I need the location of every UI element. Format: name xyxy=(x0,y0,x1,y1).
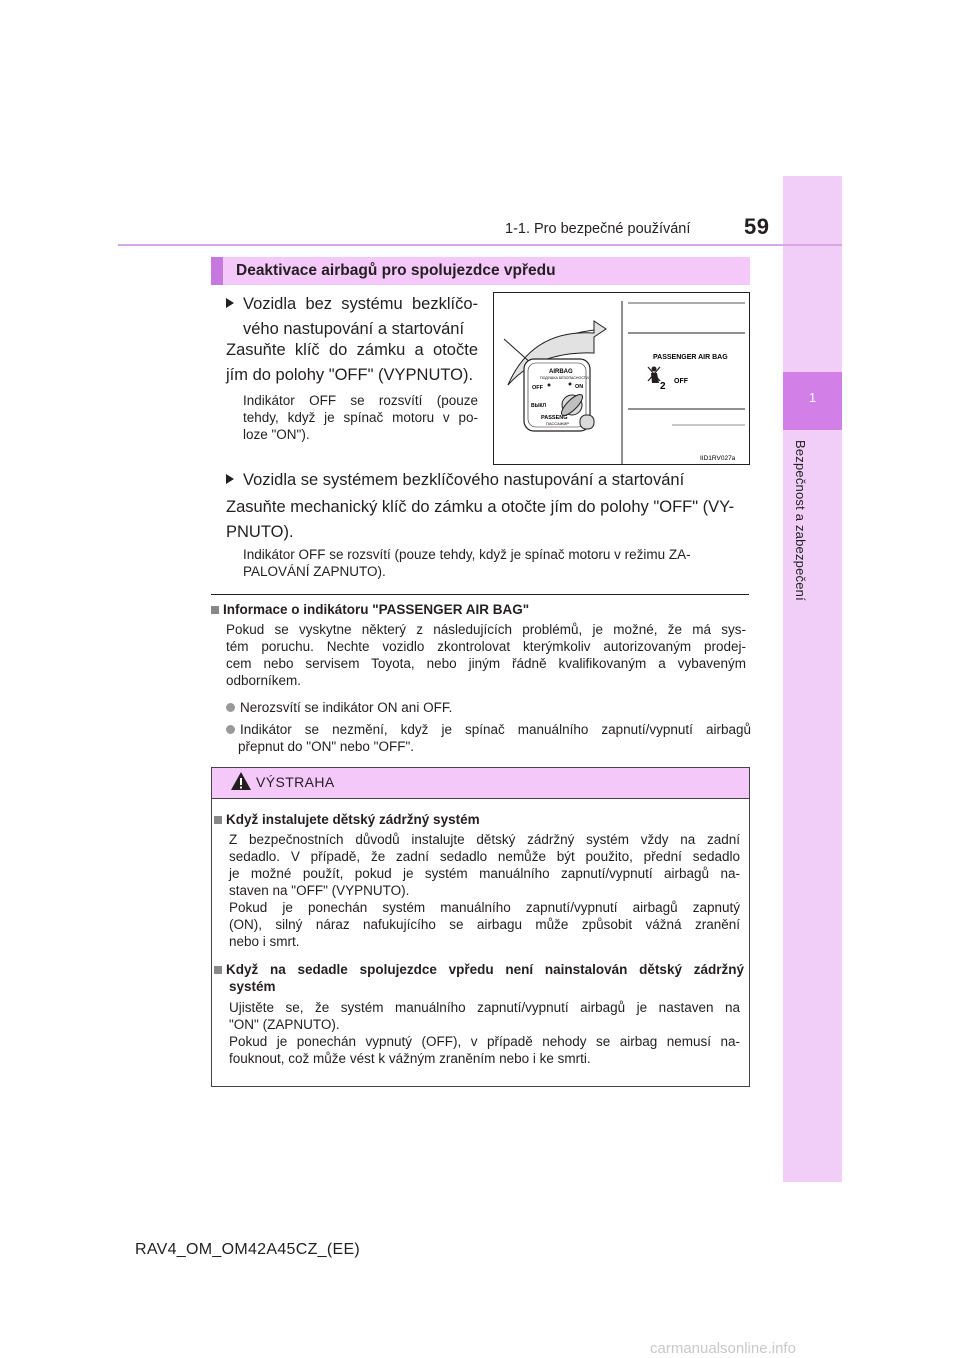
info-bullet-2 xyxy=(226,721,751,755)
item2-note xyxy=(243,546,751,580)
side-tab xyxy=(783,176,842,1182)
switch-on-label: ON xyxy=(575,384,584,390)
switch-off-label: OFF xyxy=(532,385,543,391)
warning-section2-title-line1: Když na sedadle spolujezdce vpředu není nainstalován dětský zádržný xyxy=(226,962,744,977)
indicator-seat-number: 2 xyxy=(660,381,666,392)
info-paragraph xyxy=(226,621,746,689)
warning-title: VÝSTRAHA xyxy=(256,774,335,790)
section-title: 1-1. Pro bezpečné používání xyxy=(505,221,691,237)
passenger-airbag-icon xyxy=(648,367,666,393)
info-line: cem nebo servisem Toyota, nebo jiným řádně kvalifikovaným a vybaveným xyxy=(226,656,746,671)
watermark: carmanualsonline.info xyxy=(650,1340,796,1357)
section-heading-bar xyxy=(211,257,750,285)
item1-instruction-line1: Zasuňte klíč do zámku a otočte xyxy=(226,341,478,359)
item2-title-text: Vozidla se systémem bezklíčového nastupování a startování xyxy=(243,471,685,489)
section-heading: Deaktivace airbagů pro spolujezdce vpředu xyxy=(236,262,556,279)
item1-title-line1: Vozidla bez systému bezklíčo- xyxy=(243,295,478,313)
warning-line: Ujistěte se, že systém manuálního zapnutí/vypnutí airbagů je nastaven na xyxy=(229,1000,740,1015)
warning-line: sedadlo. V případě, že zadní sedadlo nemůže být použito, přední sedadlo xyxy=(229,849,740,864)
info-line: Pokud se vyskytne některý z následujících problémů, je možné, že má sys- xyxy=(226,622,746,637)
info-title-text: Informace o indikátoru "PASSENGER AIR BAG" xyxy=(223,602,530,617)
item2-note-line2: PALOVÁNÍ ZAPNUTO). xyxy=(243,564,386,579)
round-bullet-icon xyxy=(226,725,235,734)
item2-instruction-line2: PNUTO). xyxy=(226,523,294,541)
info-title xyxy=(211,601,529,618)
indicator-title: PASSENGER AIR BAG xyxy=(653,354,728,361)
figure-code: IID1RV027a xyxy=(700,455,736,462)
triangle-bullet-icon xyxy=(226,298,234,308)
warning-line: Z bezpečnostních důvodů instalujte dětský zádržný systém vždy na zadní xyxy=(229,832,740,847)
item2-instruction-line1: Zasuňte mechanický klíč do zámku a otočte jím do polohy "OFF" (VY- xyxy=(226,498,735,516)
warning-section1-title xyxy=(214,811,480,828)
item1-note xyxy=(243,392,478,443)
warning-line: Pokud je ponechán vypnutý (OFF), v případě nehody se airbag nemusí na- xyxy=(229,1034,740,1049)
item2-title xyxy=(226,468,751,493)
item1-note-line3: loze "ON"). xyxy=(243,427,310,442)
document-code: RAV4_OM_OM42A45CZ_(EE) xyxy=(135,1241,361,1258)
square-bullet-icon xyxy=(211,606,219,614)
item1-title-line2: vého nastupování a startování xyxy=(243,320,465,338)
round-bullet-icon xyxy=(226,703,235,712)
page-number: 59 xyxy=(744,214,770,239)
header-rule xyxy=(118,244,842,246)
triangle-bullet-icon xyxy=(226,474,234,484)
info-bullet-1-text: Nerozsvítí se indikátor ON ani OFF. xyxy=(240,700,453,715)
info-bullet-1 xyxy=(226,699,746,716)
warning-section2-body xyxy=(229,999,740,1067)
warning-line: staven na "OFF" (VYPNUTO). xyxy=(229,883,410,898)
item2-note-line1: Indikátor OFF se rozsvítí (pouze tehdy, když je spínač motoru v režimu ZA- xyxy=(243,547,691,562)
warning-line: (ON), silný náraz nafukujícího se airbagu může způsobit vážná zranění xyxy=(229,917,740,932)
warning-line: nebo i smrt. xyxy=(229,934,300,949)
warning-triangle-icon xyxy=(230,771,252,791)
item2-instruction xyxy=(226,495,751,545)
square-bullet-icon xyxy=(214,816,222,824)
item1-title xyxy=(226,292,478,342)
warning-line: fouknout, což může vést k vážným zraněním nebo i ke smrti. xyxy=(229,1051,591,1066)
switch-off-ru-label: ВЫКЛ xyxy=(531,403,547,409)
info-line: tém poruchu. Nechte vozidlo zkontrolovat kterýmkoliv autorizovaným prodej- xyxy=(226,639,746,654)
info-bullet-2-line1: Indikátor se nezmění, když je spínač manuálního zapnutí/vypnutí airbagů xyxy=(240,722,751,737)
switch-passenger-ru-label: ПАССАЖИР xyxy=(546,421,570,426)
switch-airbag-ru-label: ПОДУШКА БЕЗОПАСНОСТИ xyxy=(540,376,589,380)
square-bullet-icon xyxy=(214,966,222,974)
switch-passenger-label: PASSENG xyxy=(541,415,568,421)
indicator-off-label: OFF xyxy=(674,378,688,385)
item1-note-line2: tehdy, když je spínač motoru v po- xyxy=(243,410,478,425)
switch-airbag-label: AIRBAG xyxy=(549,369,573,375)
side-tab-label: Bezpečnost a zabezpečení xyxy=(793,440,808,601)
section-divider xyxy=(211,594,749,595)
info-bullet-2-line2: přepnut do "ON" nebo "OFF". xyxy=(238,739,415,754)
warning-section2-title-line2: systém xyxy=(229,979,276,994)
warning-section1-title-text: Když instalujete dětský zádržný systém xyxy=(226,812,480,827)
info-line: odborníkem. xyxy=(226,673,302,688)
warning-line: Pokud je ponechán systém manuálního zapnutí/vypnutí airbagů zapnutý xyxy=(229,900,740,915)
airbag-switch-figure xyxy=(493,292,750,465)
warning-section2-title xyxy=(214,961,744,995)
warning-section1-body xyxy=(229,831,740,950)
side-tab-number: 1 xyxy=(808,390,817,405)
item1-instruction-line2: jím do polohy "OFF" (VYPNUTO). xyxy=(226,366,474,384)
airbag-switch-illustration xyxy=(494,293,749,464)
warning-line: je možné použít, pokud je systém manuálního zapnutí/vypnutí airbagů na- xyxy=(229,866,740,881)
item1-note-line1: Indikátor OFF se rozsvítí (pouze xyxy=(243,393,478,408)
warning-line: "ON" (ZAPNUTO). xyxy=(229,1017,340,1032)
side-tab-label-box xyxy=(783,440,842,645)
item1-instruction xyxy=(226,338,478,388)
